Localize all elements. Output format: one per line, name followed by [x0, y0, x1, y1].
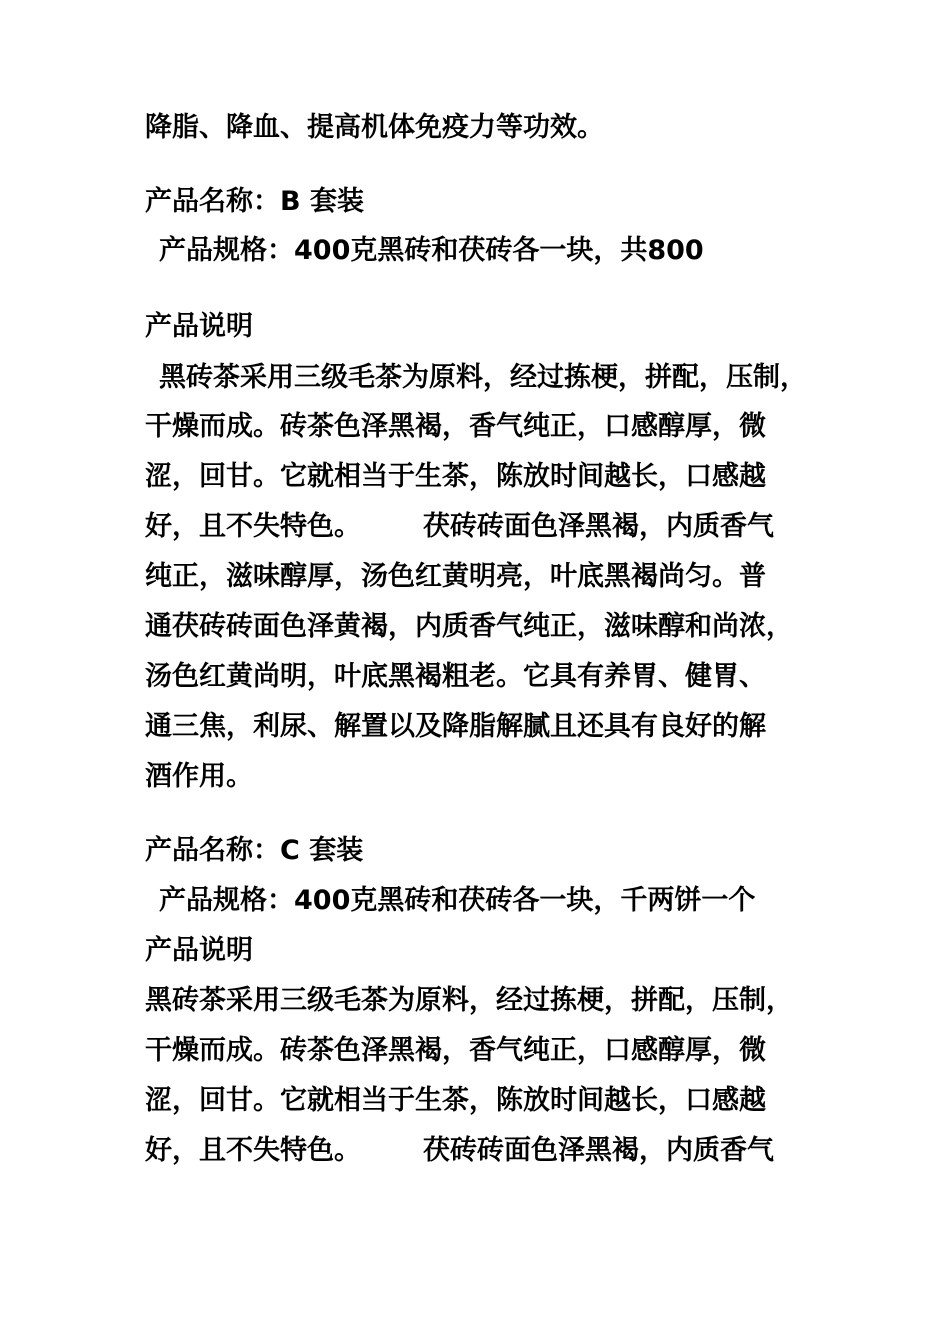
product-c-desc-fragment: 好，且不失特色。	[145, 1135, 361, 1166]
product-b-name: 产品名称：B 套装	[145, 186, 364, 217]
product-c-desc-line	[145, 1134, 774, 1168]
product-b-desc-line: 黑砖茶采用三级毛茶为原料，经过拣梗，拼配，压制，	[159, 362, 807, 393]
product-b-desc-line: 汤色红黄尚明，叶底黑褐粗老。它具有养胃、健胃、	[145, 661, 766, 692]
product-c-spec: 产品规格：400克黑砖和茯砖各一块，千两饼一个	[159, 885, 756, 916]
product-b-desc-fragment: 好，且不失特色。	[145, 511, 361, 542]
product-c-name: 产品名称：C 套装	[145, 835, 364, 866]
product-c-desc-heading: 产品说明	[145, 935, 253, 966]
product-b-spec: 产品规格：400克黑砖和茯砖各一块，共800	[159, 235, 704, 266]
product-b-desc-heading: 产品说明	[145, 311, 253, 342]
product-b-desc-line: 酒作用。	[145, 761, 253, 792]
product-b-desc-line: 涩，回甘。它就相当于生茶，陈放时间越长，口感越	[145, 461, 766, 492]
intro-text: 降脂、降血、提高机体免疫力等功效。	[145, 112, 604, 143]
product-c-desc-line: 黑砖茶采用三级毛茶为原料，经过拣梗，拼配，压制，	[145, 985, 793, 1016]
product-b-desc-fragment: 茯砖砖面色泽黑褐，内质香气	[423, 511, 774, 542]
product-b-desc-line: 纯正，滋味醇厚，汤色红黄明亮，叶底黑褐尚匀。普	[145, 561, 766, 592]
product-b-desc-line: 通茯砖砖面色泽黄褐，内质香气纯正，滋味醇和尚浓，	[145, 611, 793, 642]
product-b-desc-line: 干燥而成。砖茶色泽黑褐，香气纯正，口感醇厚，微	[145, 411, 766, 442]
product-b-desc-line: 通三焦，利尿、解置以及降脂解腻且还具有良好的解	[145, 711, 766, 742]
product-b-desc-line	[145, 510, 774, 544]
product-c-desc-line: 干燥而成。砖茶色泽黑褐，香气纯正，口感醇厚，微	[145, 1035, 766, 1066]
product-c-desc-fragment: 茯砖砖面色泽黑褐，内质香气	[423, 1135, 774, 1166]
product-c-desc-line: 涩，回甘。它就相当于生茶，陈放时间越长，口感越	[145, 1085, 766, 1116]
